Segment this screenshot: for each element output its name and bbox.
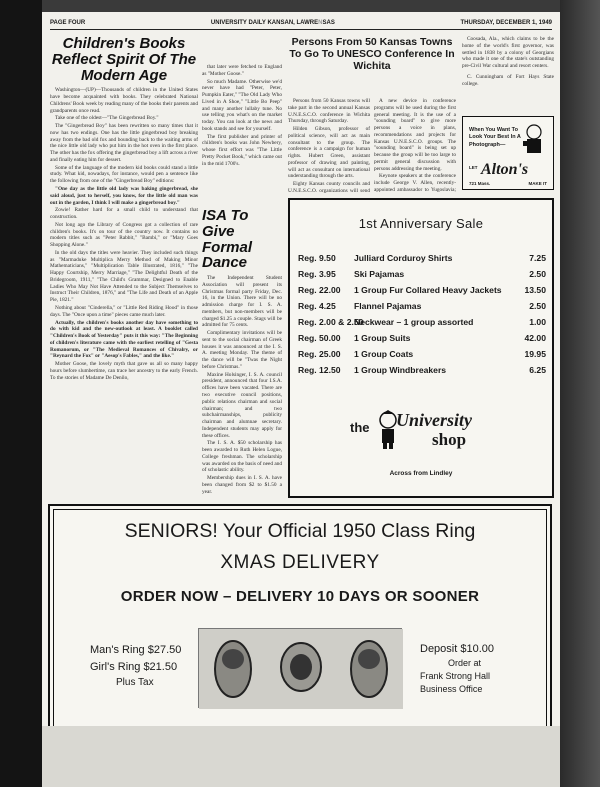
sale-reg: Reg. 4.25 xyxy=(298,301,336,311)
university-shop-logo xyxy=(350,406,500,466)
photo-ad-brand: Alton's xyxy=(481,161,529,178)
ring-ad-xmas: XMAS DELIVERY xyxy=(220,552,380,573)
sale-row xyxy=(298,250,546,266)
ring-ad-order: ORDER NOW – DELIVERY 10 DAYS OR SOONER xyxy=(120,588,480,605)
photographer-icon xyxy=(521,123,547,157)
isa-headline: ISA To Give Formal Dance xyxy=(202,208,253,272)
sale-reg: Reg. 25.00 xyxy=(298,349,341,359)
wichita-headline: Persons From 50 Kansas Towns To Go To UNESCO Conference In Wichita xyxy=(289,36,455,73)
wichita-col-a xyxy=(288,98,370,194)
books-article xyxy=(50,36,198,496)
scan-right-edge xyxy=(560,0,600,787)
sale-row xyxy=(298,362,546,378)
ring-ad-headline: SENIORS! Your Official 1950 Class Ring xyxy=(124,520,476,542)
sale-row xyxy=(298,266,546,282)
sale-item: 1 Group Suits xyxy=(354,333,411,343)
sale-item: Flannel Pajamas xyxy=(354,301,422,311)
paragraph: Keynote speakers at the conference include George V. Allen, recently-appointed ambassador to Yugoslavia; xyxy=(374,173,456,193)
class-rings-image xyxy=(199,629,403,709)
sale-reg: Reg. 9.50 xyxy=(298,253,336,263)
paragraph: The I. S. A. $50 scholarship has been awarded to Ruth Helen Logue, College freshman. The scholarship was awarded on the basis of need and of scholastic ability. xyxy=(202,440,282,474)
paragraph: So much Madame. Otherwise we'd never have had "Peter, Peter, Pumpkin Eater," "The Old Lady Who Lived in A Shoe," "Little Bo Peep" and many another lullaby tune. No use telling you what's on the market today. You can look at the news and book stands and see for yourself. xyxy=(202,78,282,132)
paragraph: "One day as the little old lady was baking gingerbread, she said aloud, just to herself, you know, for the little old man was out in the garden, I think I will make a gingerbread boy." xyxy=(50,185,198,206)
sale-row xyxy=(298,314,546,330)
newspaper-page xyxy=(42,12,560,782)
wichita-header xyxy=(288,36,456,96)
sale-reg: Reg. 22.00 xyxy=(298,285,341,295)
sale-price: 1.00 xyxy=(529,317,546,327)
sale-item: 1 Group Coats xyxy=(354,349,414,359)
paragraph: Not long ago the Library of Congress got a collection of rare children's books. It's on tour of the country now. It contains no modern titles such as "Peter Rabbit," "Bambi," or "Mary Goes Shopping Alone." xyxy=(50,221,198,249)
sale-title: 1st Anniversary Sale xyxy=(358,216,484,231)
sale-row xyxy=(298,346,546,362)
books-continued xyxy=(202,36,282,206)
paragraph: Take one of the oldest—"The Gingerbread Boy." xyxy=(55,115,159,122)
store-location: Across from Lindley xyxy=(389,470,453,477)
paragraph: Actually, the children's books another day have something to do with kid and the new-outlook at least. A booklet called "Children's Book of Yesterday" puts it this way: "The Beginning of children's literature came with the earliest retelling of "Gesta Romanorum, or "The Medieval Romances of Chivalry, or "Reynard the Fox" or "Aesop's Fables," and the like." xyxy=(50,319,198,360)
paragraph: Eighty Kansas county councils and U.N.E.S.C.O. organizations will send xyxy=(288,181,370,194)
paragraph: A new device in conference programs will be used during the first general meeting. It is the use of a "sounding board" to give more persons a voice in plans, recommendations and projects for Kansas U.N.E.S.C.O. groups. The "sounding board" is being set up because the group will be too large to permit general discussion with persons addressing the meeting. xyxy=(374,98,456,172)
sale-reg: Reg. 2.00 & 2.50 xyxy=(298,317,364,327)
sale-price: 13.50 xyxy=(524,285,546,295)
sale-row xyxy=(298,330,546,346)
deposit-info xyxy=(420,642,494,695)
masthead xyxy=(50,20,552,30)
order-at: Order at xyxy=(448,658,482,669)
sale-item: Julliard Corduroy Shirts xyxy=(354,253,453,263)
paragraph: The Independent Student Association will present its Christmas formal party Friday, Dec. 16, in the Union. There will be no admission charge for I. S. A. members, but non-members will be charged $1.25 a couple. Stags will be admitted for 75 cents. xyxy=(202,275,282,329)
books-body xyxy=(50,87,198,381)
page-number: PAGE FOUR xyxy=(50,20,86,26)
rings-photo xyxy=(198,628,402,708)
girls-ring-price: Girl's Ring $21.50 xyxy=(90,660,178,673)
paragraph: Nothing about "Cinderella," or "Little Red Riding Hood" in those days. The "Once upon a time" pieces came much later. xyxy=(50,304,198,318)
scan-bottom-margin xyxy=(42,726,560,787)
sale-price: 2.50 xyxy=(529,301,546,311)
plus-tax: Plus Tax xyxy=(116,677,154,688)
photo-ad-let: LET xyxy=(469,165,478,170)
isa-article xyxy=(202,208,282,498)
photo-ad xyxy=(462,116,554,190)
photo-ad-address: 721 Mass. xyxy=(469,181,491,186)
sale-item: 1 Group Windbreakers xyxy=(354,365,447,375)
paragraph: that later were fetched to England as "Mother Goose." xyxy=(202,64,282,77)
logo-shop: shop xyxy=(432,430,467,449)
sale-reg: Reg. 12.50 xyxy=(298,365,341,375)
paragraph: Coosada, Ala., which claims to be the home of the world's first governor, was settled in 1838 by a colony of Georgians who made it one of the state's outstanding pre-Civil War cultural and resort centers. xyxy=(462,36,554,70)
sale-price: 42.00 xyxy=(524,333,546,343)
paragraph: C. Cunningham of Fort Hays State college. xyxy=(462,73,554,87)
books-headline: Children's Books Reflect Spirit Of The Modern Age xyxy=(51,36,197,84)
mens-ring-price: Man's Ring $27.50 xyxy=(90,644,182,656)
logo-the: the xyxy=(350,420,370,435)
sale-price: 6.25 xyxy=(529,365,546,375)
sale-item: Neckwear – 1 group assorted xyxy=(354,317,474,327)
ring-prices xyxy=(90,642,181,690)
paragraph: Mother Goose, the lovely myth that gave us all so many happy hours before slumbertime, can trace her ancestry to the early French. To the stories of Madame De Denilo, xyxy=(50,361,198,381)
location-line1: Frank Strong Hall xyxy=(420,670,491,681)
sale-list xyxy=(298,250,546,378)
logo-university: University xyxy=(396,410,472,430)
deposit-amount: Deposit $10.00 xyxy=(420,643,494,655)
anniversary-sale-ad xyxy=(288,198,554,498)
paragraph: Hilden Gibson, professor of political science, will act as main consultant to the group. The conference is a campaign for human rights. Hubert Green, assistant professor of drawing and painting, will act as consultant on international understanding through the arts. xyxy=(288,126,370,180)
sale-reg: Reg. 3.95 xyxy=(298,269,336,279)
isa-body xyxy=(202,275,282,498)
paragraph: Zowie! Rather hard for a small child to understand that construction. xyxy=(50,207,198,221)
sale-row xyxy=(298,282,546,298)
paragraph: The first publisher and printer of children's books was John Newbery, whose first effort was "The Little Pretty Pocket Book," which came out in the mid 1700's. xyxy=(202,133,282,167)
sale-item: 1 Group Fur Collared Heavy Jackets xyxy=(354,285,502,295)
issue-date: THURSDAY, DECEMBER 1, 1949 xyxy=(460,20,552,26)
sale-item: Ski Pajamas xyxy=(354,269,405,279)
photo-ad-tagline: When You Want To Look Your Best In A Photograph— xyxy=(469,127,521,148)
photo-ad-make: MAKE IT xyxy=(528,181,547,186)
paragraph: The "Gingerbread Boy" has been rewritten so many times that it now has two endings. One has the little gingerbread boy breaking away from the bad old fox and bounding back to the waiting arms of the nice little old lady who put him in the hot oven in the first place. The other has the fox offering the gingerbread boy a lift across a river and finally eating him for dessert. xyxy=(50,123,198,163)
class-ring-ad xyxy=(48,504,552,736)
sale-reg: Reg. 50.00 xyxy=(298,333,341,343)
sale-price: 2.50 xyxy=(529,269,546,279)
paragraph: Complimentary invitations will be sent to the social chairman of Greek houses it was announced at the I. S. A. meeting Monday. The theme of the dance will be "Twas the Night before Christmas." xyxy=(202,330,282,370)
paragraph: Persons from 50 Kansas towns will take part in the second annual Kansas U.N.E.S.C.O. conference in Wichita Thursday, through Saturday. xyxy=(288,98,370,125)
location-line2: Business Office xyxy=(420,683,483,694)
paper-name: UNIVERSITY DAILY KANSAN, LAWRENSAS xyxy=(210,20,335,26)
paragraph: Some of the language of the modern kid books could stand a little study. What kid, nowadays, for instance, would pen a sentence like the following from one of the "Gingerbread Boy" editions: xyxy=(50,164,198,185)
sale-row xyxy=(298,298,546,314)
paragraph: Washington—(UP)—Thousands of children in the United States have become acquainted with books. They celebrated National Childrens' Book week by reading many of the books their parents and grandparents once read. xyxy=(50,87,198,114)
sale-price: 19.95 xyxy=(524,349,546,359)
paragraph: In the old days the titles were heavier. They included such things as "Marmaduke Multiplica Merry Method of Making Minor Mathematicians," "Multiplication Table Illustrated, 1816," "The Happy Courtship, Merry Marriage," "The Delightful Death of the Bridegroom, 1911," "The Child's Grammar, Designed to Enable Ladies Who May Not Have Attended to the Subject Themselves to Instruct Their Children, 1876," and "The Life and Death of an Apple Pie, 1821." xyxy=(50,249,198,304)
wichita-col-b xyxy=(374,98,456,194)
paragraph: Maxine Holsinger, I. S. A. council president, announced that four I.S.A. offices have been vacated. There are two executive council positions, public relations chairman and social chairman; and two subchairmanships, publicity chairman and alumnae secretary. Independent students may apply for these offices. xyxy=(202,371,282,439)
sale-price: 7.25 xyxy=(529,253,546,263)
paragraph: Membership dues in I. S. A. have been changed from $2 to $1.50 a year. xyxy=(202,475,282,495)
scan-left-edge xyxy=(0,0,42,787)
